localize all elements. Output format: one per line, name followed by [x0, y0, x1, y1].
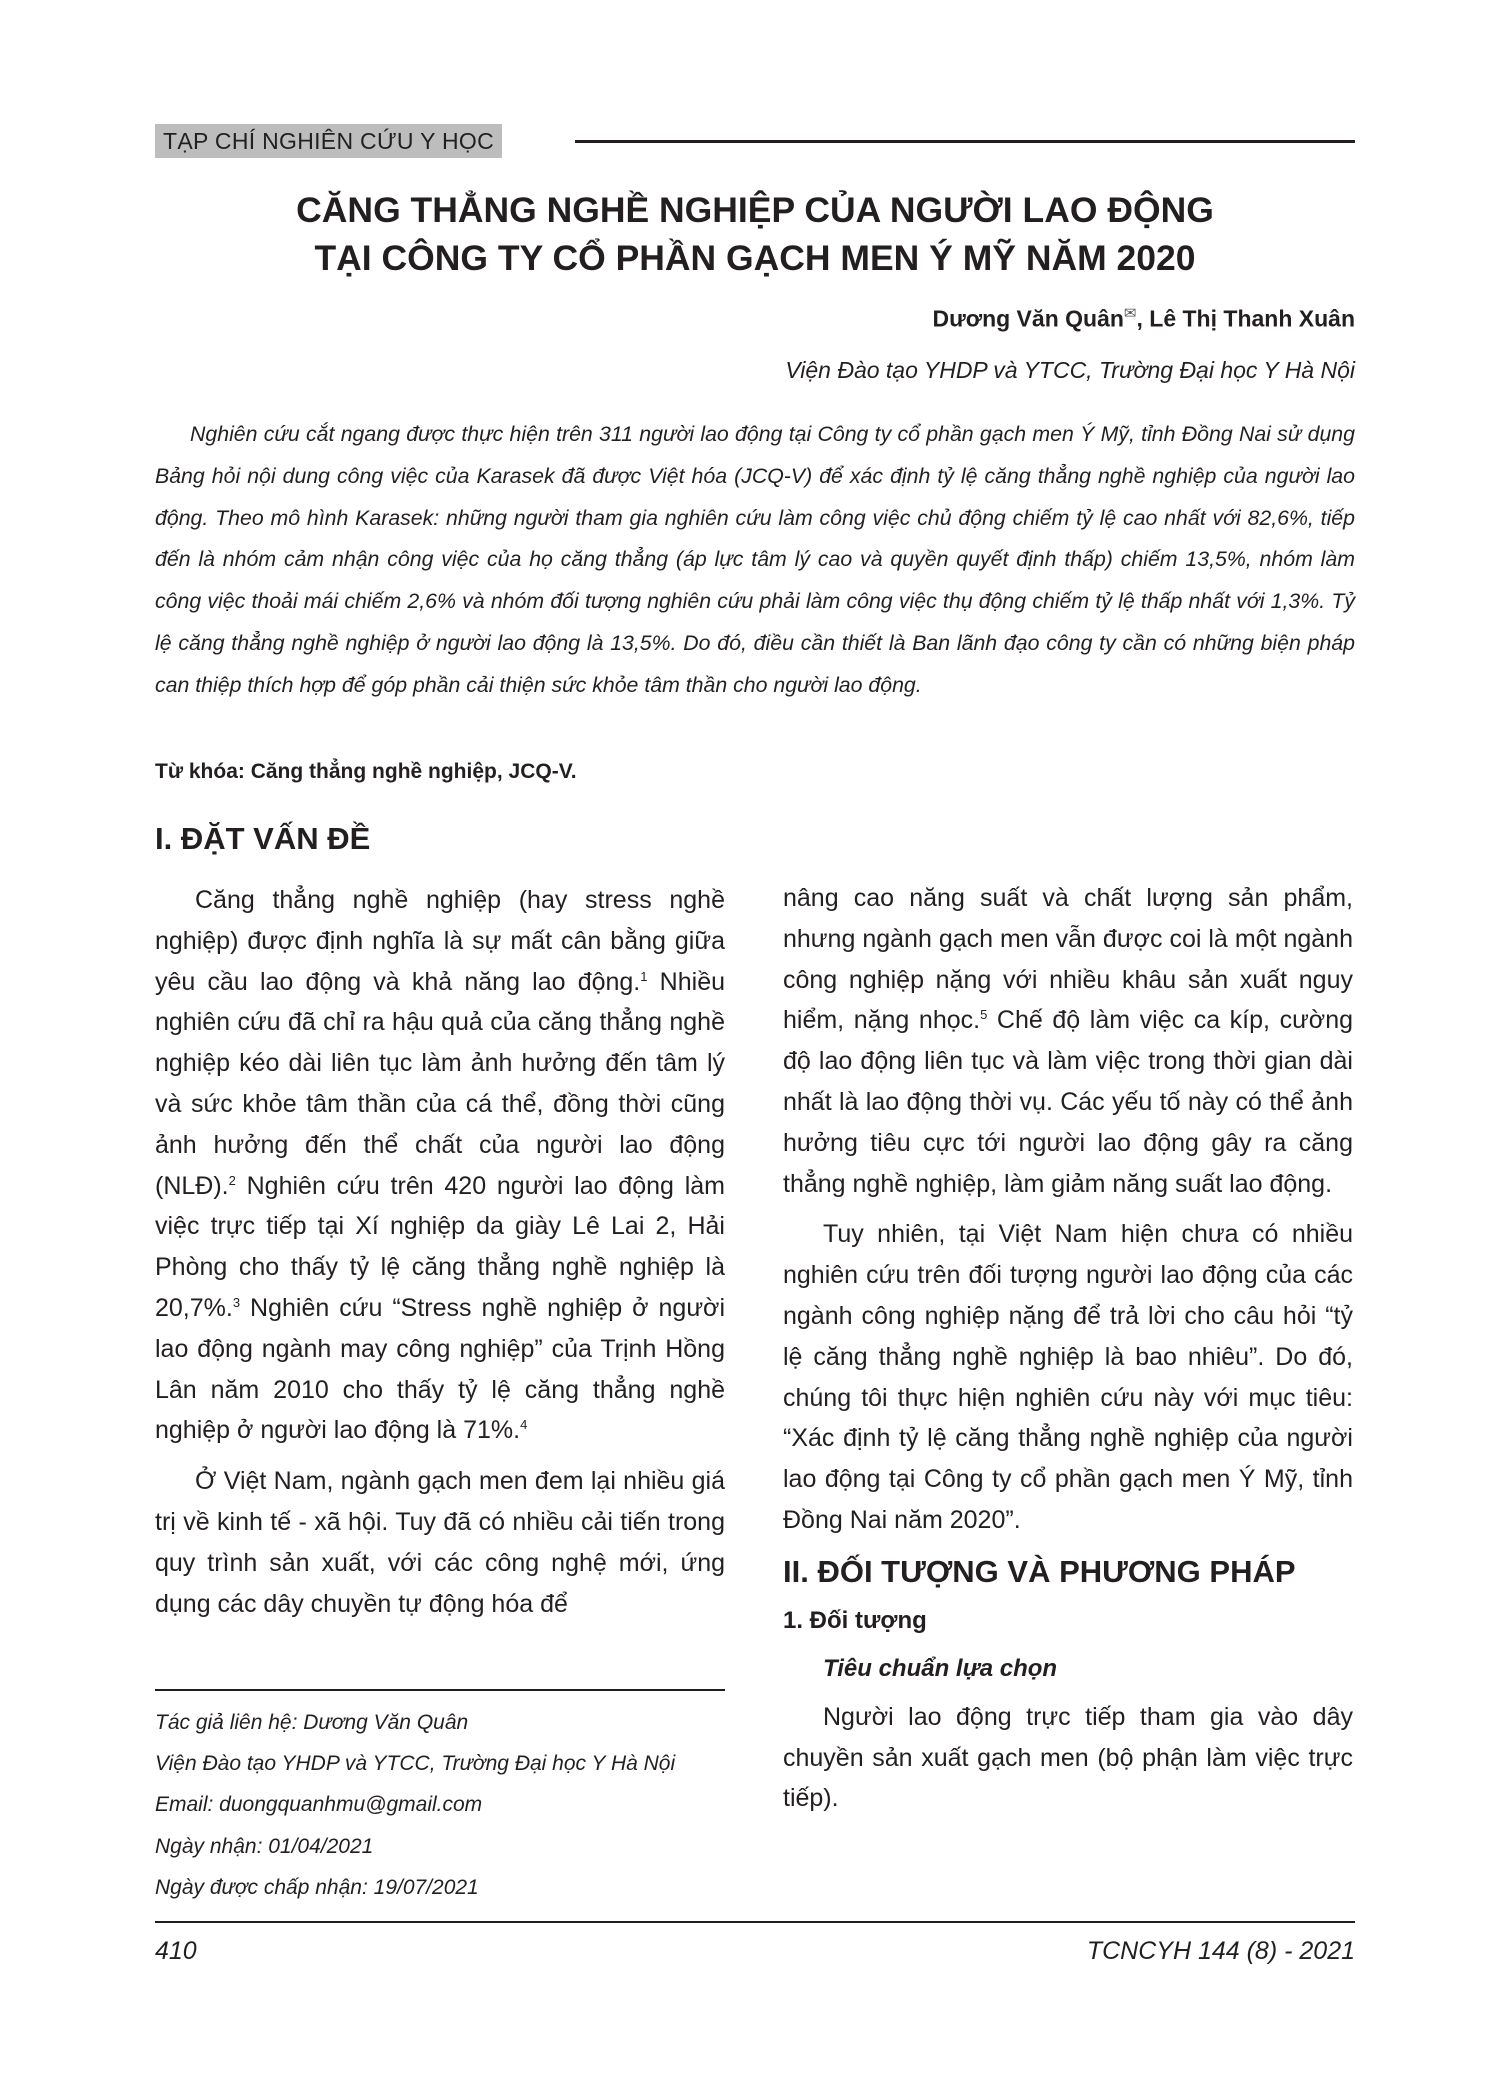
section-2-paragraph-1: Người lao động trực tiếp tham gia vào dây chuyền sản xuất gạch men (bộ phận làm việc trực tiếp).	[783, 1702, 1353, 1813]
section-1-paragraph-2-start: Ở Việt Nam, ngành gạch men đem lại nhiều giá trị về kinh tế - xã hội. Tuy đã có nhiều cải tiến trong quy trình sản xuất, với các công nghệ mới, ứng dụng các dây chuyền tự động hóa để	[155, 1467, 725, 1618]
footnote-accepted: Ngày được chấp nhận: 19/07/2021	[155, 1875, 479, 1899]
footnote-received: Ngày nhận: 01/04/2021	[155, 1834, 374, 1858]
keywords: Từ khóa: Căng thẳng nghề nghiệp, JCQ-V.	[155, 760, 577, 783]
text-span: Căng thẳng nghề nghiệp (hay stress nghề nghiệp) được định nghĩa là sự mất cân bằng giữa yêu cầu lao động và khả năng lao động.	[155, 886, 725, 996]
footer-rule	[155, 1921, 1355, 1923]
section-1-paragraph-1	[155, 880, 725, 1451]
footnote-institution: Viện Đào tạo YHDP và YTCC, Trường Đại học Y Hà Nội	[155, 1752, 676, 1776]
author-rest: , Lê Thị Thanh Xuân	[1136, 305, 1355, 332]
text-span: Chế độ làm việc ca kíp, cường độ lao động liên tục và làm việc trong thời gian dài nhất là lao động thời vụ. Các yếu tố này có thể ảnh hưởng tiêu cực tới người lao động gây ra căng thẳng nghề nghiệp, làm giảm năng suất lao động.	[783, 1006, 1354, 1198]
text-span: Nghiên cứu “Stress nghề nghiệp ở người lao động ngành may công nghiệp” của Trịnh Hồng Lân năm 2010 cho thấy tỷ lệ căng thẳng nghề nghiệp ở người lao động là 71%.	[155, 1293, 725, 1445]
abstract: Nghiên cứu cắt ngang được thực hiện trên 311 người lao động tại Công ty cổ phần gạch men Ý Mỹ, tỉnh Đồng Nai sử dụng Bảng hỏi nội dung công việc của Karasek đã được Việt hóa (JCQ-V) để xác định tỷ lệ căng thẳng nghề nghiệp của người lao động. Theo mô hình Karasek: những người tham gia nghiên cứu làm công việc chủ động chiếm tỷ lệ cao nhất với 82,6%, tiếp đến là nhóm cảm nhận công việc của họ căng thẳng (áp lực tâm lý cao và quyền quyết định thấp) chiếm 13,5%, nhóm làm công việc thoải mái chiếm 2,6% và nhóm đối tượng nghiên cứu phải làm công việc thụ động chiếm tỷ lệ thấp nhất với 1,3%. Tỷ lệ căng thẳng nghề nghiệp ở người lao động là 13,5%. Do đó, điều cần thiết là Ban lãnh đạo công ty cần có những biện pháp can thiệp thích hợp để góp phần cải thiện sức khỏe tâm thần cho người lao động.	[155, 422, 1355, 697]
text-span: Nghiên cứu trên 420 người lao động làm việc trực tiếp tại Xí nghiệp da giày Lê Lai 2, Hải Phòng cho thấy tỷ lệ căng thẳng nghề nghiệp là 20,7%.	[155, 1171, 725, 1322]
footnote-rule	[155, 1689, 725, 1691]
section-1-paragraph-2-end	[783, 878, 1353, 1204]
text-span: Nhiều nghiên cứu đã chỉ ra hậu quả của căng thẳng nghề nghiệp kéo dài liên tục làm ảnh hưởng đến tâm lý và sức khỏe tâm thần của cá thể, đồng thời cũng ảnh hưởng đến thể chất của người lao động (NLĐ).	[155, 967, 725, 1200]
running-header	[155, 124, 1355, 158]
journal-citation: TCNCYH 144 (8) - 2021	[1086, 1937, 1355, 1965]
affiliation: Viện Đào tạo YHDP và YTCC, Trường Đại học Y Hà Nội	[785, 357, 1355, 383]
footnote-email: Email: duongquanhmu@gmail.com	[155, 1793, 483, 1817]
title-line-2: TẠI CÔNG TY CỔ PHẦN GẠCH MEN Ý MỸ NĂM 2020	[314, 238, 1196, 278]
right-column	[783, 878, 1353, 1829]
citation: 3	[232, 1294, 241, 1310]
correspondence-footnote	[155, 1702, 675, 1908]
mail-icon: ✉	[1123, 305, 1137, 322]
page-number: 410	[155, 1937, 197, 1965]
article-title	[155, 186, 1355, 282]
author-first: Dương Văn Quân	[932, 305, 1124, 332]
section-1-paragraph-3: Tuy nhiên, tại Việt Nam hiện chưa có nhiều nghiên cứu trên đối tượng người lao động của các ngành công nghiệp nặng để trả lời cho câu hỏi “tỷ lệ căng thẳng nghề nghiệp là bao nhiêu”. Do đó, chúng tôi thực hiện nghiên cứu này với mục tiêu: “Xác định tỷ lệ căng thẳng nghề nghiệp của người lao động tại Công ty cổ phần gạch men Ý Mỹ, tỉnh Đồng Nai năm 2020”.	[783, 1220, 1353, 1534]
footnote-author: Tác giả liên hệ: Dương Văn Quân	[155, 1711, 469, 1734]
authors	[932, 304, 1355, 333]
left-column	[155, 818, 725, 1634]
text-span: nâng cao năng suất và chất lượng sản phẩm, nhưng ngành gạch men vẫn được coi là một ngành công nghiệp nặng với nhiều khâu sản xuất nguy hiểm, nặng nhọc.	[783, 884, 1353, 1035]
citation: 2	[228, 1172, 236, 1188]
section-1-heading: I. ĐẶT VẤN ĐỀ	[155, 821, 371, 856]
citation: 1	[640, 968, 648, 984]
section-2-heading: II. ĐỐI TƯỢNG VÀ PHƯƠNG PHÁP	[783, 1553, 1296, 1589]
citation: 4	[520, 1417, 528, 1433]
header-rule	[575, 140, 1355, 143]
criteria-heading: Tiêu chuẩn lựa chọn	[823, 1654, 1058, 1682]
citation: 5	[980, 1007, 988, 1023]
title-line-1: CĂNG THẲNG NGHỀ NGHIỆP CỦA NGƯỜI LAO ĐỘNG	[296, 190, 1214, 230]
journal-tag: TẠP CHÍ NGHIÊN CỨU Y HỌC	[155, 124, 502, 158]
subsection-heading: 1. Đối tượng	[783, 1606, 927, 1634]
